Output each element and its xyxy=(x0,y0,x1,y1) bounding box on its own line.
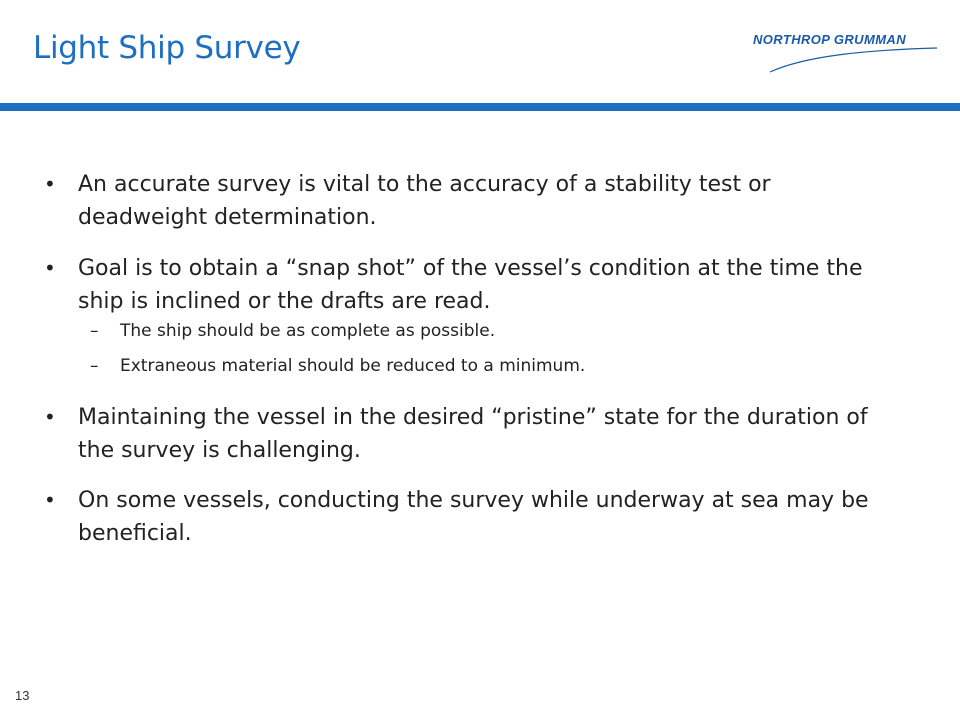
bullet-item: On some vessels, conducting the survey while underway at sea may be beneficial. xyxy=(78,488,869,546)
sub-bullet-marker: – xyxy=(90,321,99,341)
slide-title: Light Ship Survey xyxy=(33,30,301,66)
page-number: 13 xyxy=(15,688,30,703)
bullet-marker: • xyxy=(44,488,56,512)
bullet-marker: • xyxy=(44,405,56,429)
northrop-grumman-logo xyxy=(745,30,940,76)
header-rule xyxy=(0,103,960,111)
bullet-item: Goal is to obtain a “snap shot” of the vessel’s condition at the time the ship is inclined or the drafts are read. xyxy=(78,256,863,314)
bullet-marker: • xyxy=(44,256,56,280)
sub-bullet-item: Extraneous material should be reduced to a minimum. xyxy=(120,356,586,376)
logo-wordmark: NORTHROP GRUMMAN xyxy=(753,32,907,47)
sub-bullet-item: The ship should be as complete as possible. xyxy=(120,321,496,341)
sub-bullet-marker: – xyxy=(90,356,99,376)
bullet-marker: • xyxy=(44,172,56,196)
bullet-item: Maintaining the vessel in the desired “pristine” state for the duration of the survey is challenging. xyxy=(78,405,868,463)
bullet-item: An accurate survey is vital to the accuracy of a stability test or deadweight determination. xyxy=(78,172,771,230)
